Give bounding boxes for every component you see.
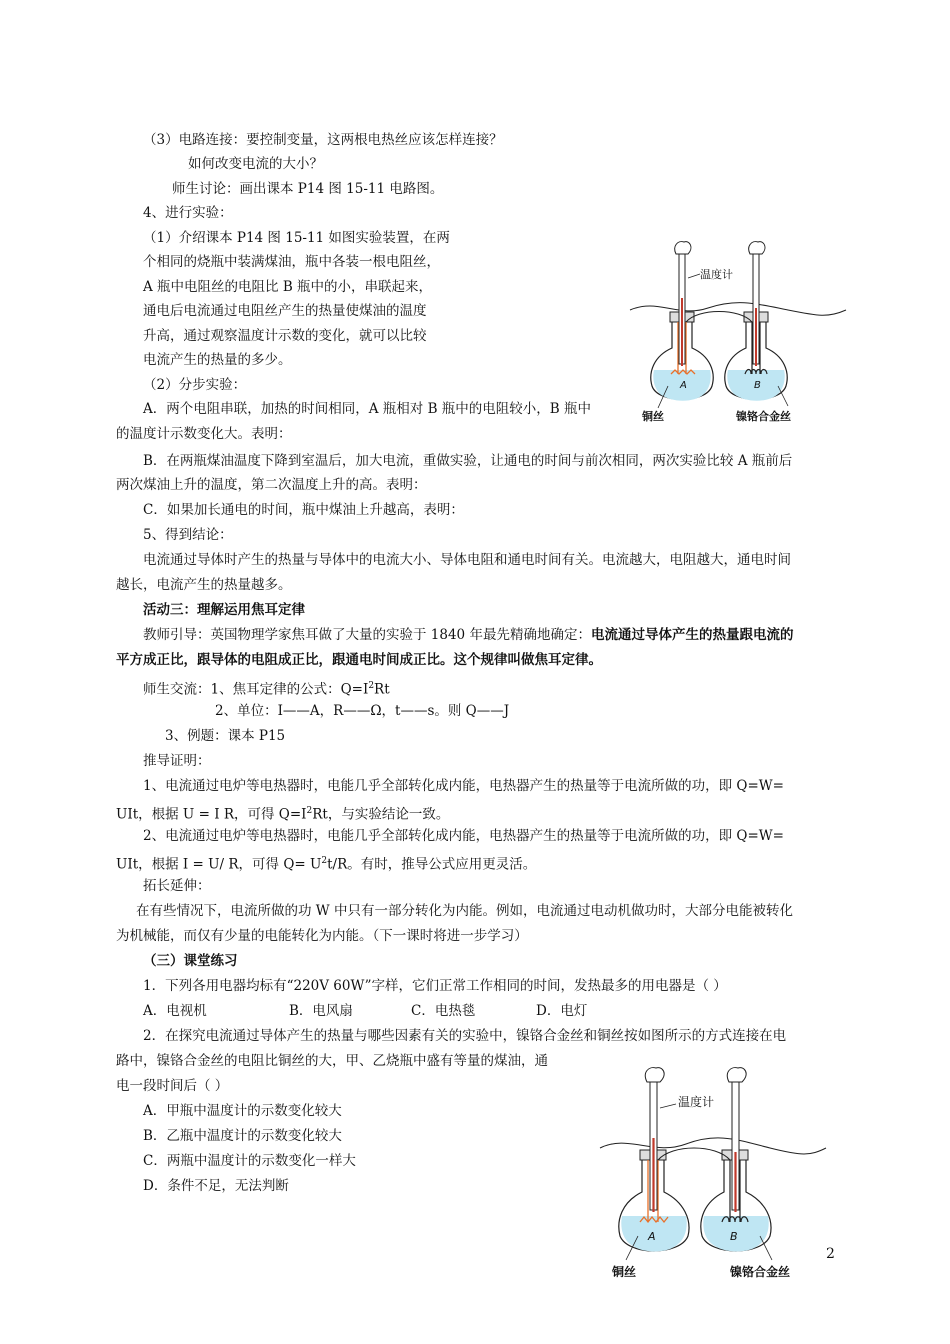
thermometer-label: 温度计 [678, 1095, 715, 1109]
flask-b-label: B [730, 1230, 738, 1243]
superscript: 2 [306, 806, 313, 816]
text-run: UIt，根据 U = I R，可得 Q=I [116, 806, 307, 823]
flask-b-label: B [754, 380, 761, 391]
text-line: 推导证明： [143, 753, 211, 769]
text-line: A．两个电阻串联，加热的时间相同，A 瓶相对 B 瓶中的电阻较小，B 瓶中 [143, 401, 592, 417]
text-line: 2、电流通过电炉等电热器时，电能几乎全部转化成内能，电热器产生的热量等于电流所做的功，即 Q=W= [143, 828, 784, 844]
text-line: 的温度计示数变化大。表明： [116, 426, 292, 442]
text-run: 教师引导：英国物理学家焦耳做了大量的实验于 1840 年最先精确地确定： [143, 627, 591, 643]
text-line: 师生讨论：画出课本 P14 图 15-11 电路图。 [172, 181, 444, 197]
text-line [143, 626, 793, 644]
choice-b: B．电风扇 [289, 1003, 353, 1019]
nichrome-wire-label: 镍铬合金丝 [736, 410, 791, 423]
section-heading: 5、得到结论： [143, 527, 233, 543]
text-line: 电流产生的热量的多少。 [143, 352, 292, 368]
formula-line [116, 852, 536, 874]
law-statement: 平方成正比，跟导体的电阻成正比，跟通电时间成正比。这个规律叫做焦耳定律。 [116, 652, 602, 668]
text-line: B．在两瓶煤油温度下降到室温后，加大电流，重做实验，让通电的时间与前次相同，两次实验比较 A 瓶前后 [143, 453, 793, 469]
text-run: Rt，与实验结论一致。 [312, 806, 450, 823]
text-line: 通电后电流通过电阻丝产生的热量使煤油的温度 [143, 303, 427, 319]
text-line: （1）介绍课本 P14 图 15-11 如图实验装置，在两 [143, 230, 450, 246]
text-line: C．如果加长通电的时间，瓶中煤油上升越高，表明： [143, 502, 464, 518]
superscript: 2 [321, 856, 328, 866]
flask-a-label: A [648, 1230, 656, 1243]
text-line: 在有些情况下，电流所做的功 W 中只有一部分转化为内能。例如，电流通过电动机做功时，大部分电能被转化 [136, 903, 793, 919]
choice-c: C．电热毯 [411, 1003, 476, 1019]
text-run: Rt [374, 681, 390, 698]
choice-a: A．甲瓶中温度计的示数变化较大 [143, 1103, 342, 1119]
formula-line [143, 677, 390, 699]
text-line: 个相同的烧瓶中装满煤油，瓶中各装一根电阻丝， [143, 254, 440, 270]
section-heading: 4、进行实验： [143, 205, 233, 221]
text-line: 2、单位：I——A，R——Ω，t——s。则 Q——J [215, 703, 510, 719]
flask-a-label: A [680, 380, 687, 391]
text-line: 如何改变电流的大小？ [188, 156, 323, 172]
text-line: 3、例题：课本 P15 [165, 728, 286, 744]
text-line: 两次煤油上升的温度，第二次温度上升的高。表明： [116, 477, 427, 493]
text-line: 电流通过导体时产生的热量与导体中的电流大小、导体电阻和通电时间有关。电流越大，电阻越大，通电时间 [143, 552, 791, 568]
choice-b: B．乙瓶中温度计的示数变化较大 [143, 1128, 342, 1144]
text-line: 1、电流通过电炉等电热器时，电能几乎全部转化成内能，电热器产生的热量等于电流所做的功，即 Q=W= [143, 778, 784, 794]
question-line: 2．在探究电流通过导体产生的热量与哪些因素有关的实验中，镍铬合金丝和铜丝按如图所示的方式连接在电 [143, 1028, 787, 1044]
joule-apparatus-figure-2 [598, 1064, 828, 1284]
text-line: （3）电路连接：要控制变量，这两根电热丝应该怎样连接？ [143, 132, 503, 148]
text-line: 拓长延伸： [143, 878, 211, 894]
joule-apparatus-figure [628, 238, 848, 428]
text-line: （2）分步实验： [143, 377, 247, 393]
choice-c: C．两瓶中温度计的示数变化一样大 [143, 1153, 356, 1169]
text-line: 升高，通过观察温度计示数的变化，就可以比较 [143, 328, 427, 344]
text-run: 师生交流：1、焦耳定律的公式：Q=I [143, 681, 369, 698]
text-line: 路中，镍铬合金丝的电阻比铜丝的大，甲、乙烧瓶中盛有等量的煤油，通 [116, 1053, 548, 1069]
text-line: A 瓶中电阻丝的电阻比 B 瓶中的小，串联起来， [143, 279, 433, 295]
formula-line [116, 802, 449, 824]
text-line: 越长，电流产生的热量越多。 [116, 577, 292, 593]
activity-heading: 活动三：理解运用焦耳定律 [143, 602, 305, 618]
text-line: 为机械能，而仅有少量的电能转化为内能。（下一课时将进一步学习） [116, 928, 528, 944]
copper-wire-label: 铜丝 [612, 1265, 637, 1279]
section-heading: （三）课堂练习 [143, 953, 238, 969]
text-run: UIt，根据 I = U/ R，可得 Q= U [116, 856, 322, 873]
choice-d: D．条件不足，无法判断 [143, 1178, 289, 1194]
choice-a: A．电视机 [143, 1003, 207, 1019]
copper-wire-label: 铜丝 [642, 410, 664, 423]
text-run: t/R。有时，推导公式应用更灵活。 [327, 856, 537, 873]
superscript: 2 [368, 681, 375, 691]
page-number: 2 [826, 1246, 835, 1262]
thermometer-label: 温度计 [700, 268, 733, 281]
law-statement: 电流通过导体产生的热量跟电流的 [590, 627, 794, 643]
question-line: 1．下列各用电器均标有“220V 60W”字样，它们正常工作相同的时间，发热最多的用电器是（ ） [143, 978, 727, 994]
text-line: 电一段时间后（ ） [116, 1078, 229, 1094]
nichrome-wire-label: 镍铬合金丝 [730, 1265, 791, 1279]
choice-d: D．电灯 [536, 1003, 588, 1019]
